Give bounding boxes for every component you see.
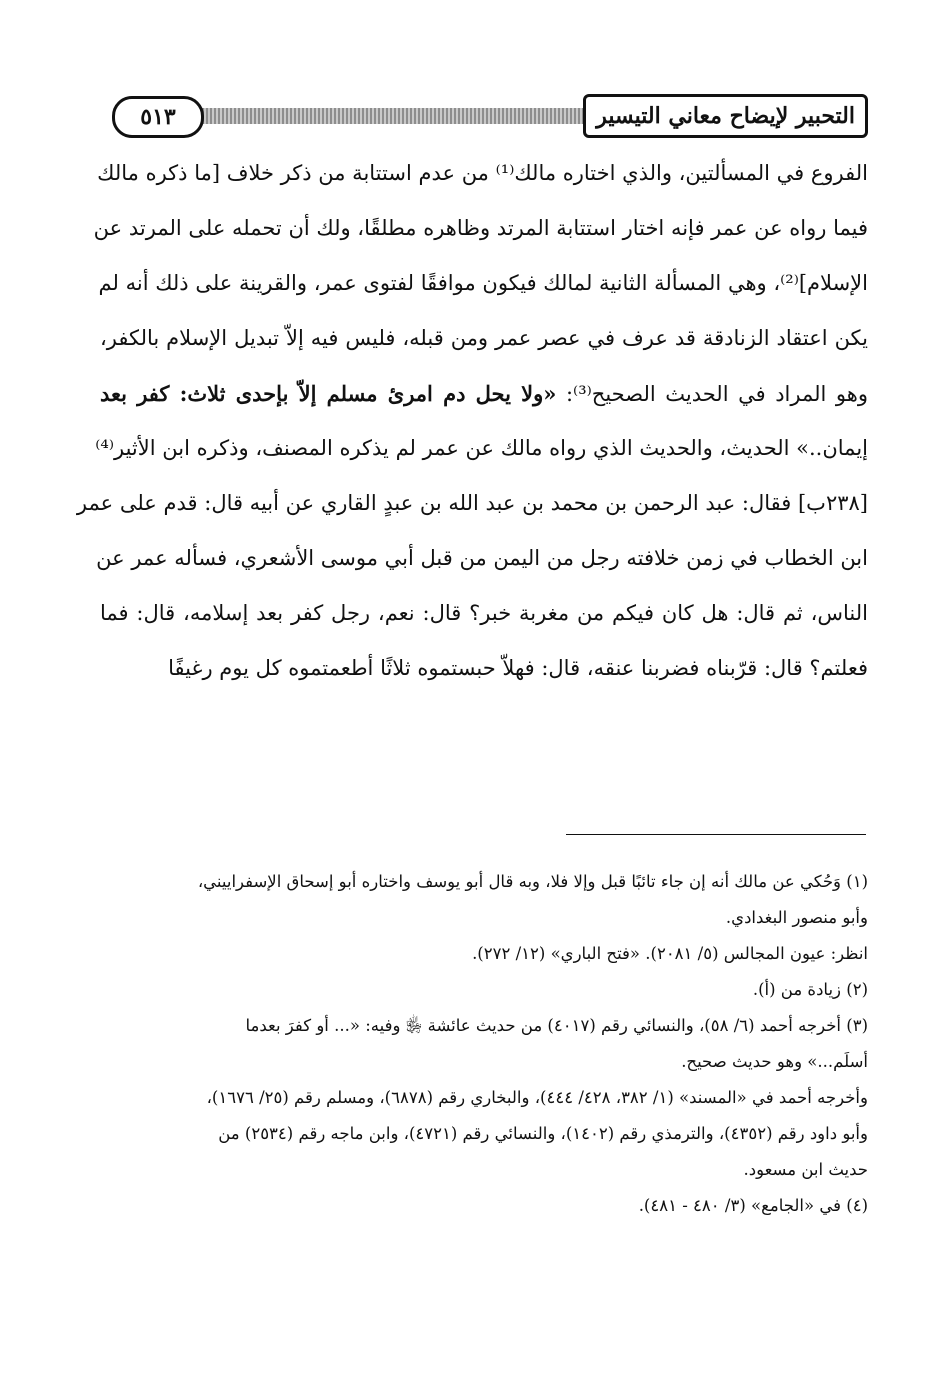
text-line: الإسلام]⁽²⁾، وهي المسألة الثانية لمالك فيكون موافقًا لفتوى عمر، والقرينة على ذلك أنه لم xyxy=(98,271,868,295)
footnote-line: وأبو داود رقم (٤٣٥٢)، والترمذي رقم (١٤٠٢)، والنسائي رقم (٤٧٢١)، وابن ماجه رقم (٢٥٣٤) من xyxy=(218,1124,868,1143)
footnote-line: (٣) أخرجه أحمد (٦/ ٥٨)، والنسائي رقم (٤٠١٧) من حديث عائشة ﵂ وفيه: «... أو كفرَ بعدما xyxy=(245,1016,868,1035)
footnote-line: حديث ابن مسعود. xyxy=(743,1160,868,1179)
text-line: فيما رواه عن عمر فإنه اختار استتابة المرتد وظاهره مطلقًا، ولك أن تحمله على المرتد عن xyxy=(93,216,868,240)
footnotes xyxy=(100,864,868,1224)
footnote-line: وأبو منصور البغدادي. xyxy=(725,908,868,927)
text-line: الناس، ثم قال: هل كان فيكم من مغربة خبر؟ قال: نعم، رجل كفر بعد إسلامه، قال: فما xyxy=(100,601,868,625)
book-title: التحبير لإيضاح معاني التيسير xyxy=(583,94,868,138)
main-text xyxy=(76,146,868,696)
footnote-line: (٢) زيادة من (أ). xyxy=(752,980,868,999)
hadith-intro: وهو المراد في الحديث الصحيح⁽³⁾: xyxy=(556,382,868,406)
page-header xyxy=(100,92,868,138)
text-line: فعلتم؟ قال: قرّبناه فضربنا عنقه، قال: فهلاّ حبستموه ثلاثًا أطعمتموه كل يوم رغيفًا xyxy=(168,656,868,680)
footnote-line: (١) وَحُكي عن مالك أنه إن جاء تائبًا قبل وإلا فلا، وبه قال أبو يوسف واختاره أبو إسحاق الإسفراييني، xyxy=(197,872,868,891)
footnote-line: انظر: عيون المجالس (٥/ ٢٠٨١). «فتح الباري» (١٢/ ٢٧٢). xyxy=(472,944,868,963)
hadith-quote: «ولا يحل دم امرئ مسلم إلاّ بإحدى ثلاث: كفر بعد xyxy=(100,381,557,406)
footnote-line: وأخرجه أحمد في «المسند» (١/ ٣٨٢، ٤٢٨/ ٤٤٤)، والبخاري رقم (٦٨٧٨)، ومسلم رقم (٢٥/ ١٦٧٦)، xyxy=(206,1088,868,1107)
text-line: الفروع في المسألتين، والذي اختاره مالك⁽¹⁾ من عدم استتابة من ذكر خلاف [ما ذكره مالك xyxy=(97,161,868,185)
text-line: [٢٣٨ب] فقال: عبد الرحمن بن محمد بن عبد الله بن عبدٍ القاري عن أبيه قال: قدم على عمر xyxy=(76,491,868,515)
footnote-line: (٤) في «الجامع» (٣/ ٤٨٠ - ٤٨١). xyxy=(638,1196,868,1215)
text-line: ابن الخطاب في زمن خلافته رجل من اليمن من قبل أبي موسى الأشعري، فسأله عمر عن xyxy=(96,546,868,570)
footnote-line: أسلَم...» وهو حديث صحيح. xyxy=(681,1052,868,1071)
header-decorative-bar xyxy=(150,108,638,124)
page-number: ٥١٣ xyxy=(112,96,204,138)
text-line: يكن اعتقاد الزنادقة قد عرف في عصر عمر ومن قبله، فليس فيه إلاّ تبديل الإسلام بالكفر، xyxy=(100,326,868,350)
text-line: إيمان..» الحديث، والحديث الذي رواه مالك عن عمر لم يذكره المصنف، وذكره ابن الأثير⁽⁴⁾ xyxy=(95,436,868,460)
text-line-hadith xyxy=(100,366,868,421)
footnote-separator xyxy=(566,834,866,835)
